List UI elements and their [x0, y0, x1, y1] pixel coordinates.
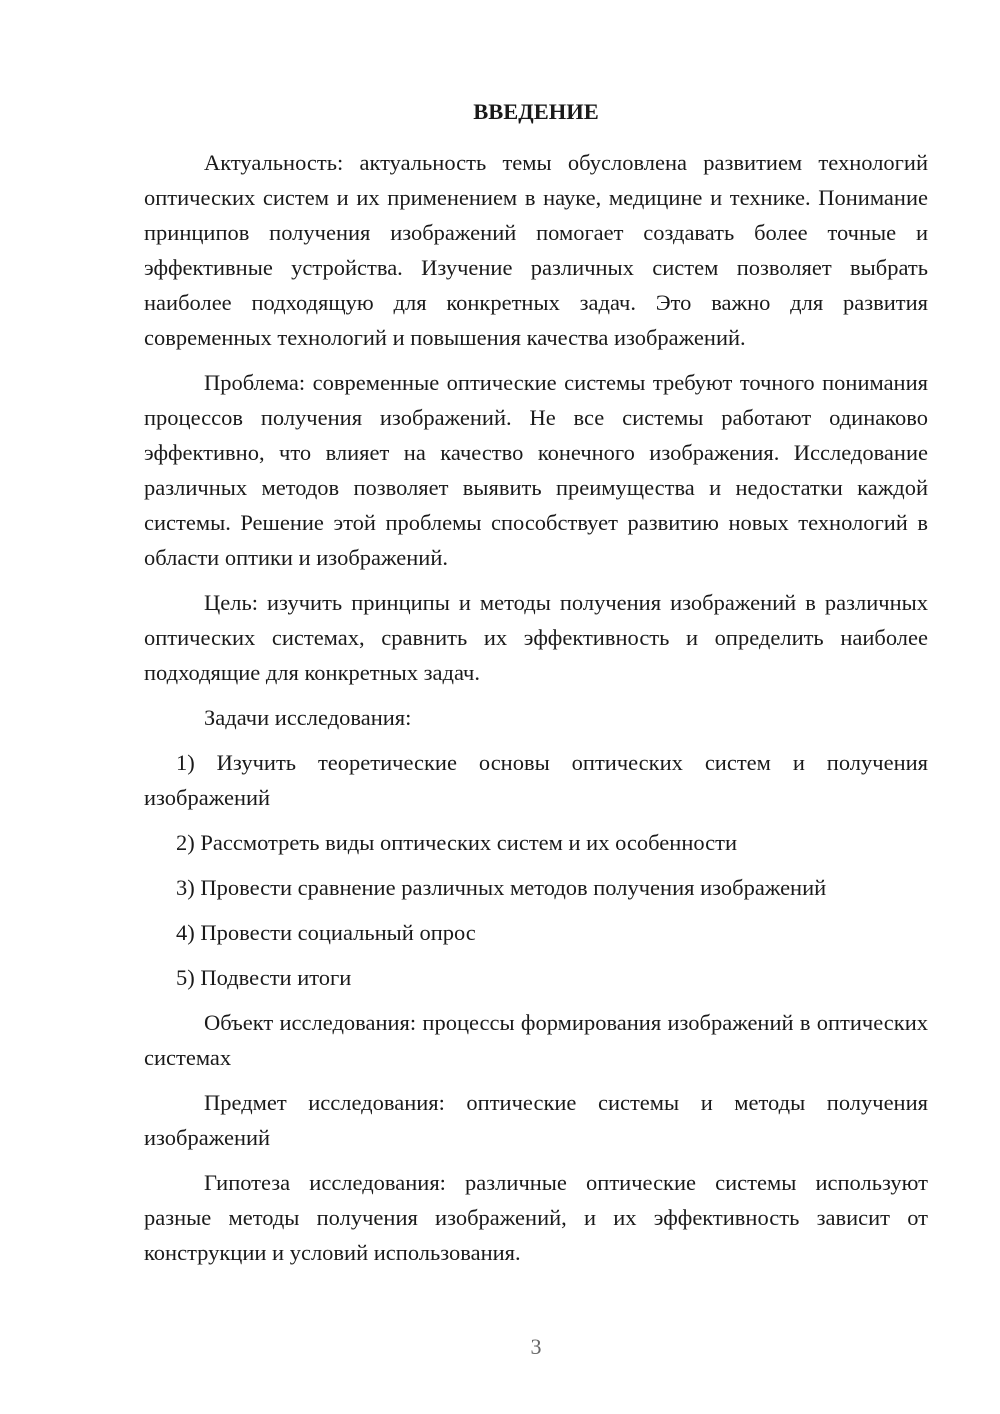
object-paragraph: Объект исследования: процессы формирования изображений в оптических системах: [144, 1010, 928, 1070]
task-item-3: 3) Провести сравнение различных методов получения изображений: [176, 875, 827, 900]
relevance-paragraph: Актуальность: актуальность темы обусловлена развитием технологий оптических систем и их применением в науке, медицине и технике. Понимание принципов получения изображений помогает создавать более точные и эффективные устройства. Изучение различных систем позволяет выбрать наиболее подходящую для конкретных задач. Это важно для развития современных технологий и повышения качества изображений.: [144, 150, 928, 350]
problem-paragraph: Проблема: современные оптические системы требуют точного понимания процессов получения изображений. Не все системы работают одинаково эффективно, что влияет на качество конечного изображения. Исследование различных методов позволяет выявить преимущества и недостатки каждой системы. Решение этой проблемы способствует развитию новых технологий в области оптики и изображений.: [144, 370, 928, 570]
task-item-5: 5) Подвести итоги: [176, 965, 352, 990]
page-content: [144, 94, 928, 1280]
task-item-4: 4) Провести социальный опрос: [176, 920, 476, 945]
task-item-1: 1) Изучить теоретические основы оптических систем и получения изображений: [144, 750, 928, 810]
task-item-2: 2) Рассмотреть виды оптических систем и их особенности: [176, 830, 738, 855]
goal-paragraph: Цель: изучить принципы и методы получения изображений в различных оптических системах, сравнить их эффективность и определить наиболее подходящие для конкретных задач.: [144, 590, 928, 685]
hypothesis-paragraph: Гипотеза исследования: различные оптические системы используют разные методы получения изображений, и их эффективность зависит от конструкции и условий использования.: [144, 1170, 928, 1265]
page-title: ВВЕДЕНИЕ: [473, 99, 599, 124]
tasks-heading: Задачи исследования:: [204, 705, 412, 730]
subject-paragraph: Предмет исследования: оптические системы и методы получения изображений: [144, 1090, 928, 1150]
page-number: 3: [530, 1334, 542, 1359]
